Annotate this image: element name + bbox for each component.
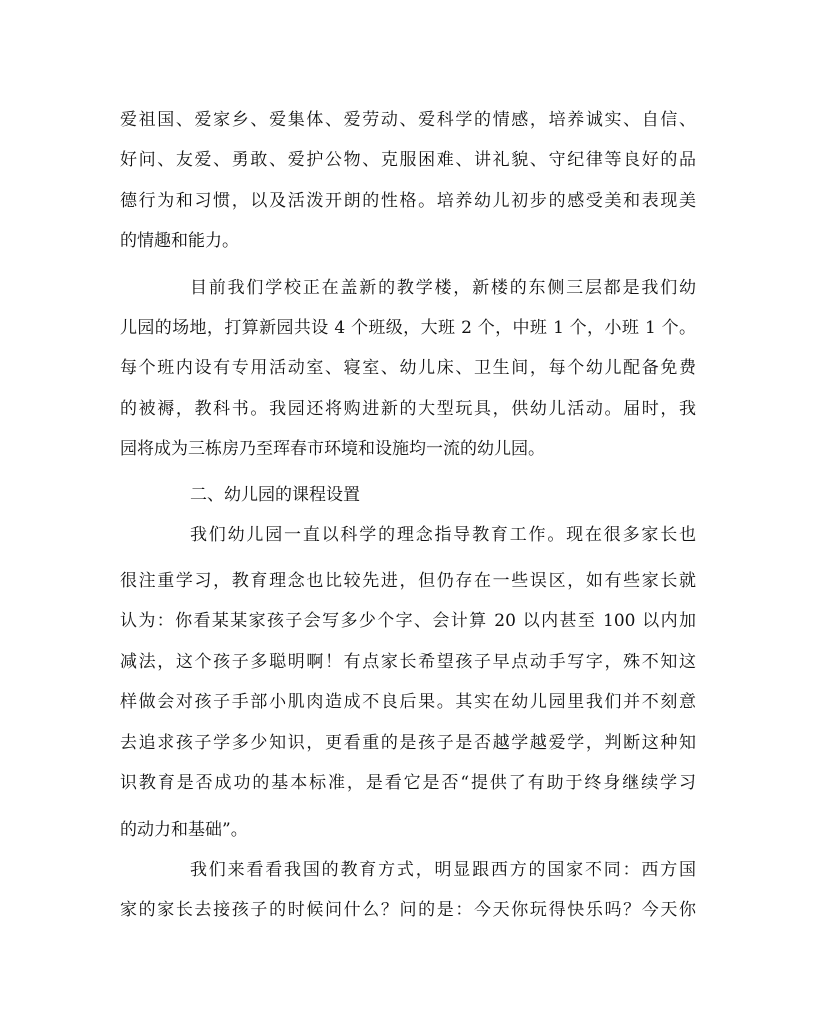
text-line: 很注重学习，教育理念也比较先进，但仍存在一些误区，如有些家长就 xyxy=(120,571,696,591)
text-line: 减法，这个孩子多聪明啊！有点家长希望孩子早点动手写字，殊不知这 xyxy=(120,652,696,672)
text-line: 我们来看看我国的教育方式，明显跟西方的国家不同：西方国 xyxy=(190,860,696,880)
text-line: 认为：你看某某家孩子会写多少个字、会计算 20 以内甚至 100 以内加 xyxy=(120,611,696,631)
text-line: 样做会对孩子手部小肌肉造成不良后果。其实在幼儿园里我们并不刻意 xyxy=(120,692,696,712)
text-line: 爱祖国、爱家乡、爱集体、爱劳动、爱科学的情感，培养诚实、自信、 xyxy=(120,110,696,130)
text-line: 去追求孩子学多少知识，更看重的是孩子是否越学越爱学，判断这种知 xyxy=(120,733,696,753)
text-line: 每个班内设有专用活动室、寝室、幼儿床、卫生间，每个幼儿配备免费 xyxy=(120,358,696,378)
text-line: 好问、友爱、勇敢、爱护公物、克服困难、讲礼貌、守纪律等良好的品 xyxy=(120,150,696,170)
text-line: 的动力和基础”。 xyxy=(120,820,248,840)
section-heading: 二、幼儿园的课程设置 xyxy=(190,485,360,505)
text-line: 园将成为三栋房乃至珲春市环境和设施均一流的幼儿园。 xyxy=(120,439,545,459)
text-line: 儿园的场地，打算新园共设 4 个班级，大班 2 个，中班 1 个，小班 1 个。 xyxy=(120,318,696,338)
text-line: 家的家长去接孩子的时候问什么？问的是：今天你玩得快乐吗？今天你 xyxy=(120,900,696,920)
text-line: 的情趣和能力。 xyxy=(120,231,239,251)
text-line: 德行为和习惯，以及活泼开朗的性格。培养幼儿初步的感受美和表现美 xyxy=(120,191,696,211)
text-line: 目前我们学校正在盖新的教学楼，新楼的东侧三层都是我们幼 xyxy=(190,278,696,298)
text-line: 识教育是否成功的基本标准，是看它是否“提供了有助于终身继续学习 xyxy=(120,773,696,793)
text-line: 的被褥，教科书。我园还将购进新的大型玩具，供幼儿活动。届时，我 xyxy=(120,399,696,419)
text-line: 我们幼儿园一直以科学的理念指导教育工作。现在很多家长也 xyxy=(190,525,696,545)
